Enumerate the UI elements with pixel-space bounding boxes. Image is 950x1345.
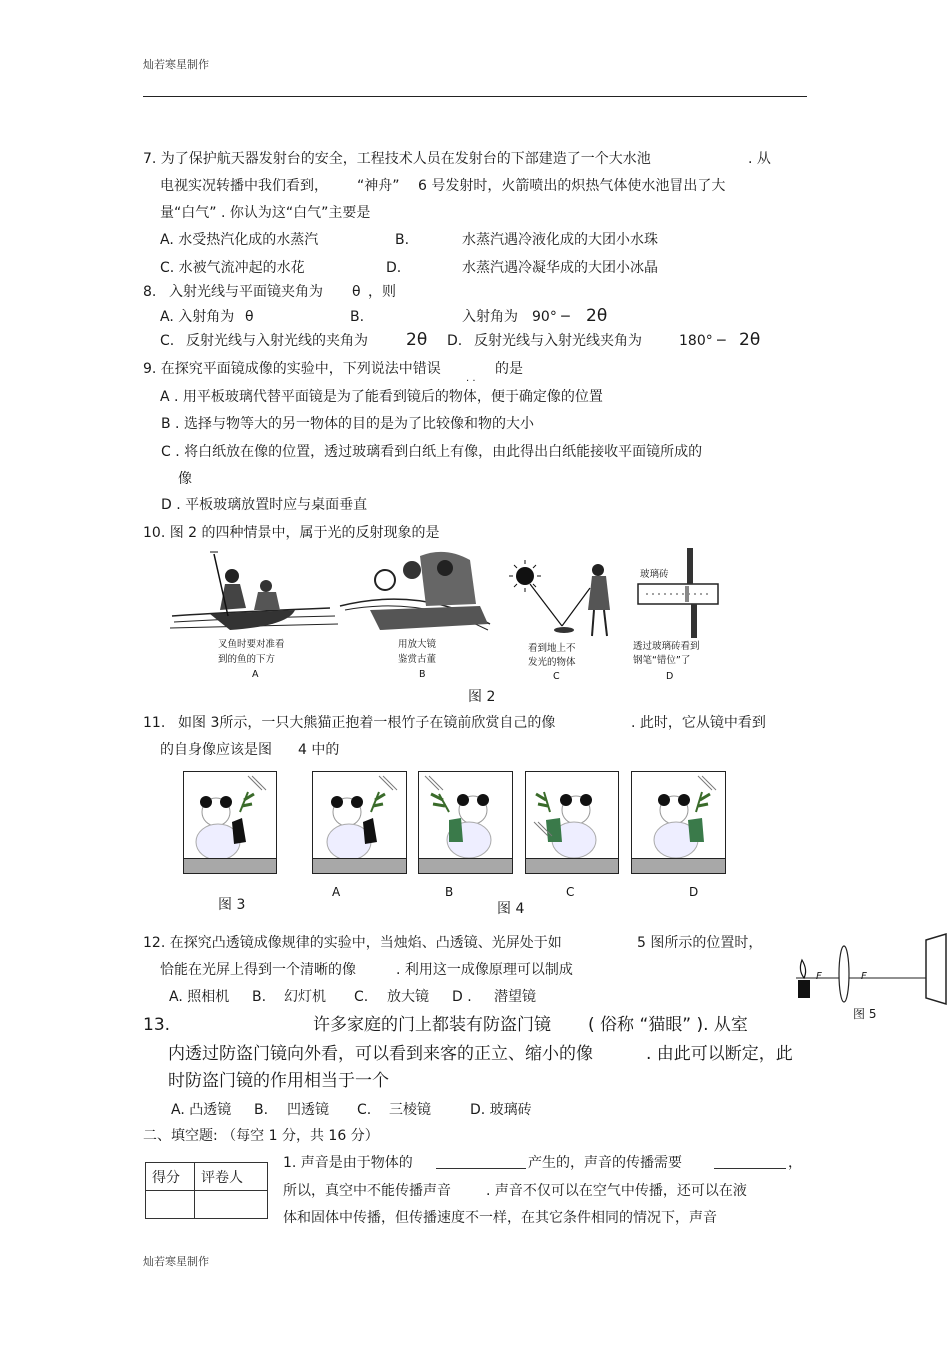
- q9-stem: 9. 在探究平面镜成像的实验中，下列说法中错误: [143, 361, 441, 377]
- grader-label: 评卷人: [195, 1163, 268, 1191]
- panel-d-caption-1: 透过玻璃砖看到: [633, 641, 700, 652]
- q13-option-c-label: C.: [357, 1102, 372, 1118]
- figure-4-letter-c: C: [566, 885, 575, 899]
- q13-number: 13.: [143, 1015, 171, 1035]
- q12-option-d-text: 潜望镜: [494, 989, 536, 1005]
- q12-line2b: . 利用这一成像原理可以制成: [396, 962, 573, 978]
- fill-q1-line1a: 1. 声音是由于物体的: [283, 1155, 413, 1171]
- q7-line3: 量“白气” . 你认为这“白气”主要是: [160, 205, 371, 221]
- score-label: 得分: [146, 1163, 195, 1191]
- figure-5-focal-left: F: [816, 971, 822, 982]
- panel-b-letter: B: [419, 669, 426, 680]
- q10-stem: 10. 图 2 的四种情景中，属于光的反射现象的是: [143, 525, 440, 541]
- q13-line1: 许多家庭的门上都装有防盗门镜: [313, 1015, 551, 1035]
- panel-b-caption-2: 鉴赏古董: [398, 654, 437, 665]
- floor: [184, 858, 276, 873]
- q7-line1a: 7. 为了保护航天器发射台的安全，工程技术人员在发射台的下部建造了一个大水池: [143, 151, 651, 167]
- q7-line2c: 6 号发射时，火箭喷出的炽热气体使水池冒出了大: [418, 178, 726, 194]
- figure-3-label: 图 3: [218, 897, 246, 913]
- fill-q1-line1b: 产生的，声音的传播需要: [528, 1155, 682, 1171]
- q13-line3: 时防盗门镜的作用相当于一个: [168, 1071, 389, 1091]
- q8-option-d-label: D.: [447, 333, 463, 349]
- figure-4-letter-d: D: [689, 885, 699, 899]
- figure-4-letter-b: B: [445, 885, 454, 899]
- score-table: [145, 1162, 268, 1219]
- figure-4-option-a-frame: [312, 771, 407, 874]
- q13-line1-end: ( 俗称 “猫眼” ). 从室: [588, 1015, 748, 1035]
- panel-c-letter: C: [553, 671, 560, 682]
- figure-5-lens-diagram: [786, 930, 950, 1010]
- q13-option-d: D. 玻璃砖: [470, 1102, 532, 1118]
- panel-a-letter: A: [252, 669, 259, 680]
- watermark-bottom: 灿若寒星制作: [143, 1255, 209, 1268]
- figure-4-option-b-frame: [418, 771, 513, 874]
- q8-option-b-angle: 90° ─: [532, 309, 570, 325]
- q11-line2a: 的自身像应该是图: [160, 742, 272, 758]
- figure-4-option-c-frame: [525, 771, 619, 874]
- q12-line1a: 12. 在探究凸透镜成像规律的实验中，当烛焰、凸透镜、光屏处于如: [143, 935, 562, 951]
- q12-option-d-label: D .: [452, 989, 472, 1005]
- q12-line2a: 恰能在光屏上得到一个清晰的像: [160, 962, 356, 978]
- panel-b-magnifier-scene: [340, 552, 490, 630]
- section-2-title: 二、填空题: （每空 1 分，共 16 分）: [143, 1128, 379, 1144]
- panda-icon: [184, 772, 277, 862]
- panel-c-reflection-scene: [509, 560, 610, 636]
- figure-4-letter-a: A: [332, 885, 341, 899]
- panel-c-caption-1: 看到地上不: [528, 643, 576, 654]
- q7-option-a: A. 水受热汽化成的水蒸汽: [160, 232, 319, 248]
- q9-emphasis-dots: . .: [466, 373, 476, 384]
- q13-option-b-label: B.: [254, 1102, 269, 1118]
- q9-option-b: B . 选择与物等大的另一物体的目的是为了比较像和物的大小: [161, 416, 534, 432]
- q8-number: 8.: [143, 284, 157, 300]
- q11-line1-end: . 此时，它从镜中看到: [631, 715, 766, 731]
- panel-d-letter: D: [666, 671, 674, 682]
- q9-option-c-line1: C . 将白纸放在像的位置，透过玻璃看到白纸上有像，由此得出白纸能接收平面镜所成的: [161, 444, 703, 460]
- q11-line1: 如图 3所示，一只大熊猫正抱着一根竹子在镜前欣赏自己的像: [178, 715, 556, 731]
- q9-option-c-line2: 像: [178, 471, 192, 487]
- q12-option-b-label: B.: [252, 989, 267, 1005]
- fill-q1-line1c: ，: [788, 1155, 802, 1171]
- panel-b-caption-1: 用放大镜: [398, 639, 437, 650]
- panel-a-caption-2: 到的鱼的下方: [218, 654, 276, 665]
- q9-option-d: D . 平板玻璃放置时应与桌面垂直: [161, 497, 368, 513]
- fill-q1-line2b: . 声音不仅可以在空气中传播，还可以在液: [486, 1183, 747, 1199]
- q13-option-c-text: 三棱镜: [389, 1102, 431, 1118]
- q9-stem-end: 的是: [495, 361, 523, 377]
- q8-option-d-angle: 180° ─: [679, 333, 726, 349]
- panda-icon: [313, 772, 407, 862]
- score-cell[interactable]: [146, 1191, 195, 1219]
- q8-stem-end: ，则: [368, 284, 396, 300]
- fill-q1-line2a: 所以，真空中不能传播声音: [283, 1183, 451, 1199]
- q8-stem: 入射光线与平面镜夹角为: [169, 284, 323, 300]
- q7-option-d-text: 水蒸汽遇冷凝华成的大团小冰晶: [462, 260, 658, 276]
- figure-5-focal-right: F: [861, 971, 867, 982]
- q7-option-b-text: 水蒸汽遇冷液化成的大团小水珠: [462, 232, 658, 248]
- fill-q1-line3: 体和固体中传播，但传播速度不一样，在其它条件相同的情况下，声音: [283, 1210, 717, 1226]
- q8-option-c-2theta: 2θ: [406, 330, 428, 350]
- q8-option-b-label: B.: [350, 309, 365, 325]
- q13-option-a: A. 凸透镜: [171, 1102, 232, 1118]
- panel-d-glass-brick-scene: [638, 548, 718, 638]
- q12-option-c-label: C.: [354, 989, 369, 1005]
- fill-q1-blank-1[interactable]: [436, 1168, 526, 1169]
- q7-line2a: 电视实况转播中我们看到，: [160, 178, 328, 194]
- q13-option-b-text: 凹透镜: [287, 1102, 329, 1118]
- q12-line1b: 5 图所示的位置时，: [637, 935, 763, 951]
- panel-a-caption-1: 叉鱼时要对准看: [218, 639, 285, 650]
- q11-number: 11.: [143, 715, 166, 731]
- q8-option-d-2theta: 2θ: [739, 330, 761, 350]
- floor: [313, 858, 406, 873]
- q8-option-a-theta: θ: [245, 309, 254, 325]
- q12-option-c-text: 放大镜: [387, 989, 429, 1005]
- q8-theta: θ: [352, 284, 361, 300]
- figure-4-option-d-frame: [631, 771, 726, 874]
- q12-option-b-text: 幻灯机: [284, 989, 326, 1005]
- figure-2-label: 图 2: [468, 689, 496, 705]
- panda-icon: [526, 772, 619, 862]
- panda-icon: [419, 772, 513, 862]
- q9-option-a: A . 用平板玻璃代替平面镜是为了能看到镜后的物体，便于确定像的位置: [160, 389, 603, 405]
- figure-3-panda-frame: [183, 771, 277, 874]
- header-rule: [143, 96, 807, 97]
- q8-option-a: A. 入射角为: [160, 309, 235, 325]
- q13-line2a: 内透过防盗门镜向外看，可以看到来客的正立、缩小的像: [168, 1044, 593, 1064]
- q8-option-c-label: C.: [160, 333, 175, 349]
- panel-a-boat-scene: [170, 552, 338, 630]
- floor: [526, 858, 618, 873]
- floor: [419, 858, 512, 873]
- q7-line2b: “神舟”: [357, 178, 400, 194]
- q8-option-b-2theta: 2θ: [586, 306, 608, 326]
- q7-option-d-label: D.: [386, 260, 402, 276]
- panel-d-glass-label: 玻璃砖: [640, 569, 669, 580]
- watermark-top: 灿若寒星制作: [143, 58, 209, 71]
- q7-option-c: C. 水被气流冲起的水花: [160, 260, 305, 276]
- q8-option-d-text: 反射光线与入射光线夹角为: [474, 333, 642, 349]
- q12-option-a: A. 照相机: [169, 989, 230, 1005]
- q8-option-c-text: 反射光线与入射光线的夹角为: [186, 333, 368, 349]
- q11-line2b: 4 中的: [298, 742, 340, 758]
- panel-c-caption-2: 发光的物体: [528, 657, 576, 668]
- q13-line2b: . 由此可以断定，此: [646, 1044, 793, 1064]
- panda-icon: [632, 772, 726, 862]
- figure-4-label: 图 4: [497, 901, 525, 917]
- floor: [632, 858, 725, 873]
- figure-5-label: 图 5: [853, 1007, 877, 1021]
- fill-q1-blank-2[interactable]: [714, 1168, 786, 1169]
- q7-line1b: . 从: [748, 151, 771, 167]
- panel-d-caption-2: 钢笔“错位”了: [633, 655, 691, 666]
- q7-option-b-label: B.: [395, 232, 410, 248]
- q8-option-b-text: 入射角为: [462, 309, 518, 325]
- grader-cell[interactable]: [195, 1191, 268, 1219]
